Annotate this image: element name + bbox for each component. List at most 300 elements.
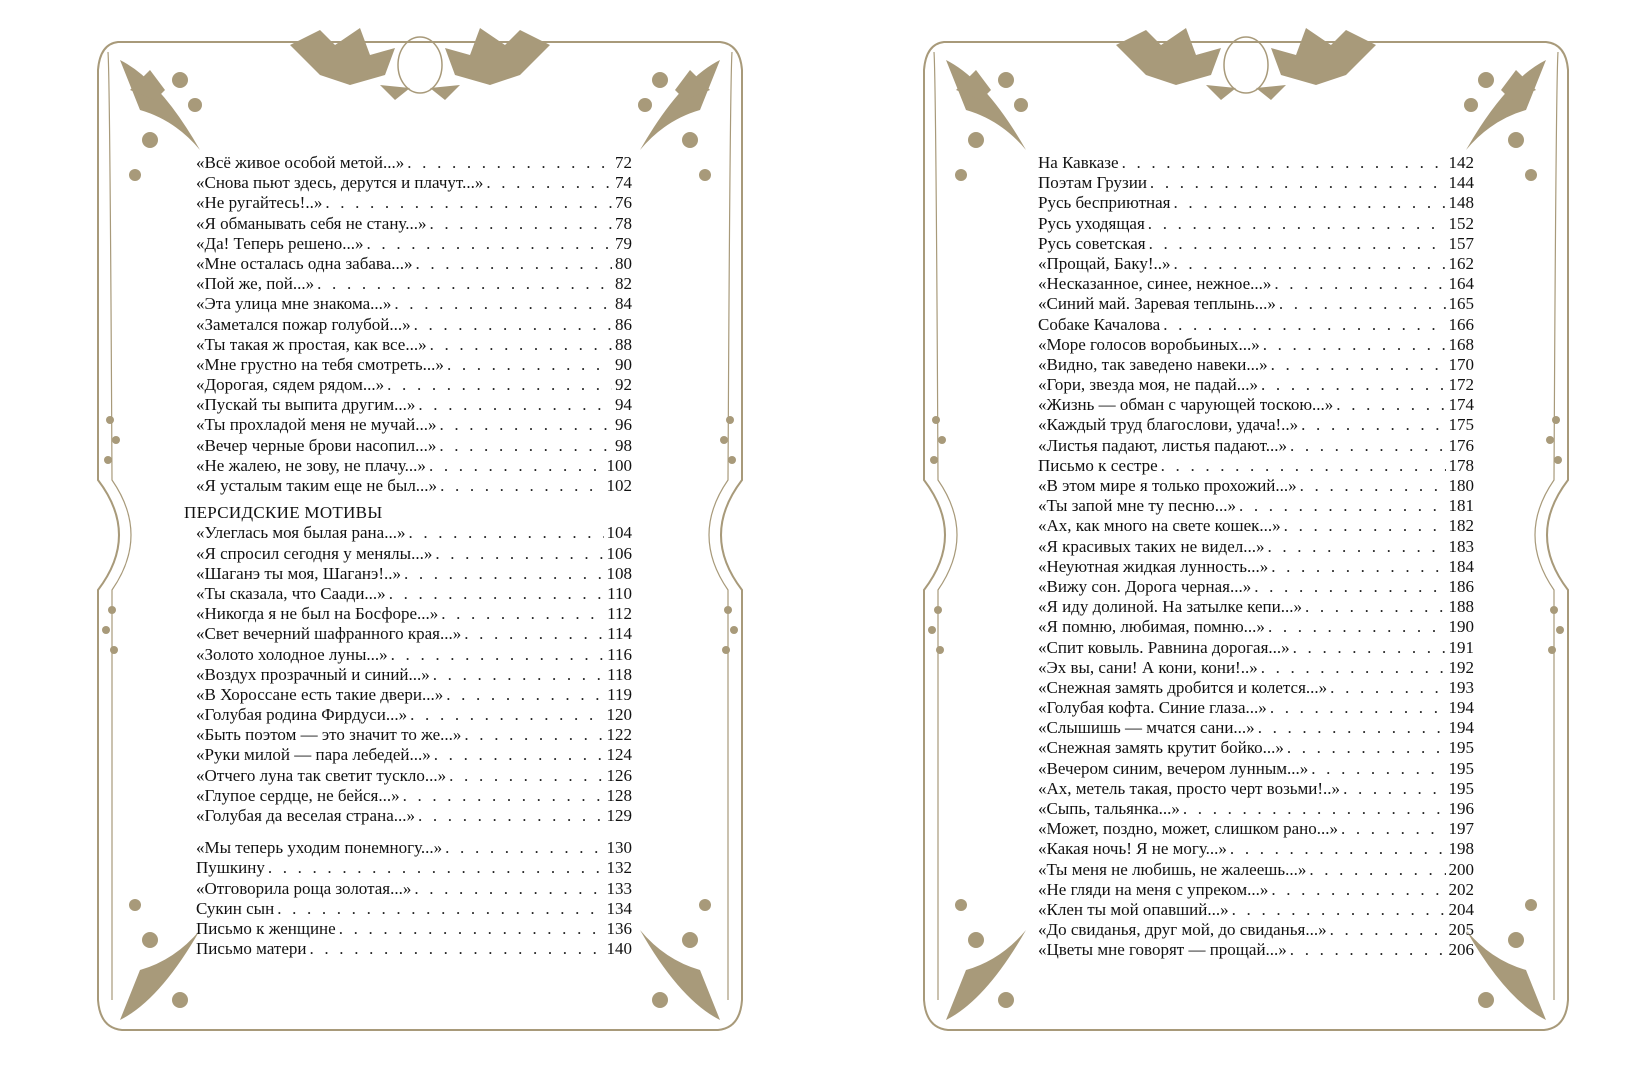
toc-leader-dots	[440, 476, 603, 496]
toc-leader-dots	[464, 624, 604, 644]
toc-entry	[1038, 920, 1474, 940]
toc-leader-dots	[394, 294, 612, 314]
toc-leader-dots	[414, 315, 612, 335]
toc-entry-page-number: 174	[1448, 395, 1474, 415]
toc-entry-page-number: 190	[1448, 617, 1474, 637]
toc-entry-page-number: 86	[615, 314, 632, 334]
toc-entry	[196, 919, 632, 939]
toc-entry-page-number: 144	[1448, 173, 1474, 193]
toc-leader-dots	[1300, 476, 1446, 496]
toc-entry-page-number: 88	[615, 334, 632, 354]
toc-entry	[196, 858, 632, 878]
toc-entry	[1038, 254, 1474, 274]
toc-entry	[196, 939, 632, 959]
toc-entry	[1038, 698, 1474, 718]
toc-entry-page-number: 181	[1448, 496, 1474, 516]
toc-entry	[1038, 153, 1474, 173]
toc-entry-page-number: 130	[606, 838, 632, 858]
toc-entry-title: «Я помню, любимая, помню...»	[1038, 617, 1265, 637]
toc-entry-title: Поэтам Грузии	[1038, 173, 1147, 193]
toc-entry-page-number: 175	[1448, 415, 1474, 435]
toc-entry-title: Собаке Качалова	[1038, 314, 1161, 334]
toc-leader-dots	[325, 193, 612, 213]
toc-entry-title: «Не гляди на меня с упреком...»	[1038, 879, 1269, 899]
toc-entry	[1038, 658, 1474, 678]
toc-entry	[196, 766, 632, 786]
toc-entry	[196, 476, 632, 496]
toc-entry	[1038, 779, 1474, 799]
toc-entry-title: «Снежная замять крутит бойко...»	[1038, 738, 1284, 758]
toc-leader-dots	[433, 665, 604, 685]
toc-entry-page-number: 84	[615, 294, 632, 314]
toc-entry-title: «Ах, метель такая, просто черт возьми!..»	[1038, 778, 1341, 798]
toc-entry-page-number: 152	[1448, 213, 1474, 233]
toc-entry	[196, 234, 632, 254]
toc-leader-dots	[1261, 658, 1446, 678]
toc-entry-page-number: 128	[606, 785, 632, 805]
toc-leader-dots	[464, 725, 603, 745]
toc-entry-page-number: 192	[1448, 657, 1474, 677]
toc-entry-title: «Дорогая, сядем рядом...»	[196, 375, 385, 395]
toc-entry-title: «Золото холодное луны...»	[196, 644, 388, 664]
toc-leader-dots	[1279, 294, 1446, 314]
toc-entry-page-number: 183	[1448, 536, 1474, 556]
toc-entry	[1038, 557, 1474, 577]
toc-entry-page-number: 110	[607, 583, 632, 603]
toc-entry-title: «Вечер черные брови насопил...»	[196, 435, 437, 455]
toc-leader-dots	[1258, 718, 1446, 738]
toc-entry-title: «Никогда я не был на Босфоре...»	[196, 604, 439, 624]
toc-entry	[1038, 214, 1474, 234]
toc-leader-dots	[418, 395, 612, 415]
toc-entry	[1038, 678, 1474, 698]
toc-leader-dots	[389, 584, 604, 604]
toc-entry	[196, 544, 632, 564]
toc-entry-title: «Ты сказала, что Саади...»	[196, 583, 386, 603]
toc-leader-dots	[1341, 819, 1446, 839]
maple-leaf-face-icon	[290, 28, 550, 100]
toc-leader-dots	[277, 899, 603, 919]
toc-group-1	[196, 153, 632, 496]
toc-entry	[1038, 880, 1474, 900]
toc-entry-page-number: 79	[615, 233, 632, 253]
toc-entry	[196, 725, 632, 745]
toc-entry-page-number: 195	[1448, 758, 1474, 778]
toc-leader-dots	[410, 705, 603, 725]
toc-leader-dots	[1301, 415, 1445, 435]
toc-leader-dots	[418, 806, 604, 826]
toc-entry-title: «Я красивых таких не видел...»	[1038, 536, 1265, 556]
toc-entry-title: «Быть поэтом — это значит то же...»	[196, 725, 462, 745]
toc-entry-page-number: 162	[1448, 253, 1474, 273]
toc-entry-title: «До свиданья, друг мой, до свиданья...»	[1038, 920, 1327, 940]
toc-entry-title: «Листья падают, листья падают...»	[1038, 435, 1287, 455]
toc-leader-dots	[1148, 214, 1446, 234]
toc-entry-page-number: 188	[1448, 597, 1474, 617]
toc-leader-dots	[1183, 799, 1446, 819]
toc-entry-page-number: 172	[1448, 375, 1474, 395]
toc-leader-dots	[1122, 153, 1446, 173]
toc-entry-page-number: 166	[1448, 314, 1474, 334]
toc-entry-page-number: 120	[606, 705, 632, 725]
toc-leader-dots	[1232, 900, 1446, 920]
toc-entry	[1038, 516, 1474, 536]
toc-entry	[196, 395, 632, 415]
toc-entry-title: «Эта улица мне знакома...»	[196, 294, 392, 314]
toc-leader-dots	[434, 745, 604, 765]
toc-entry-title: «Глупое сердце, не бейся...»	[196, 785, 400, 805]
toc-entry-page-number: 133	[606, 878, 632, 898]
toc-entry-title: «Цветы мне говорят — прощай...»	[1038, 940, 1287, 960]
toc-entry	[1038, 395, 1474, 415]
toc-leader-dots	[1271, 880, 1445, 900]
toc-entry-title: «Ты такая ж простая, как все...»	[196, 334, 427, 354]
toc-entry-page-number: 98	[615, 435, 632, 455]
toc-leader-dots	[1263, 335, 1446, 355]
toc-entry-title: Русь бесприютная	[1038, 193, 1171, 213]
toc-entry-page-number: 195	[1448, 778, 1474, 798]
toc-leader-dots	[429, 456, 604, 476]
toc-right	[1038, 153, 1474, 961]
toc-entry-title: Русь советская	[1038, 233, 1146, 253]
toc-entry-page-number: 142	[1448, 153, 1474, 172]
toc-entry-page-number: 76	[615, 193, 632, 213]
toc-entry-title: «Клен ты мой опавший...»	[1038, 899, 1229, 919]
toc-entry-title: На Кавказе	[1038, 153, 1119, 172]
toc-leader-dots	[1239, 496, 1446, 516]
toc-leader-dots	[391, 645, 604, 665]
toc-entry-page-number: 74	[615, 173, 632, 193]
toc-leader-dots	[1271, 355, 1446, 375]
group-spacer	[196, 826, 632, 838]
toc-entry-title: «Отчего луна так светит тускло...»	[196, 765, 447, 785]
toc-entry-title: «Шаганэ ты моя, Шаганэ!..»	[196, 563, 401, 583]
toc-entry-page-number: 78	[615, 213, 632, 233]
toc-entry-page-number: 186	[1448, 576, 1474, 596]
toc-entry	[1038, 274, 1474, 294]
toc-entry-title: «Не ругайтесь!..»	[196, 193, 323, 213]
toc-entry	[196, 214, 632, 234]
toc-entry-title: Пушкину	[196, 858, 265, 878]
toc-entry-title: «В Хороссане есть такие двери...»	[196, 684, 444, 704]
toc-entry-page-number: 72	[615, 153, 632, 172]
toc-entry-title: «Прощай, Баку!..»	[1038, 253, 1171, 273]
toc-leader-dots	[1261, 375, 1445, 395]
toc-entry-title: «Заметался пожар голубой...»	[196, 314, 411, 334]
toc-entry-title: «Ты прохладой меня не мучай...»	[196, 415, 437, 435]
toc-entry-title: «Я усталым таким еще не был...»	[196, 476, 438, 495]
toc-entry-title: «Каждый труд благослови, удача!..»	[1038, 415, 1299, 435]
toc-entry-title: «Ты меня не любишь, не жалеешь...»	[1038, 859, 1307, 879]
toc-entry	[196, 685, 632, 705]
toc-entry-title: «Видно, так заведено навеки...»	[1038, 354, 1268, 374]
toc-leader-dots	[408, 523, 603, 543]
toc-entry-title: «Я спросил сегодня у менялы...»	[196, 543, 433, 563]
toc-entry-title: Письмо к сестре	[1038, 455, 1158, 475]
toc-leader-dots	[1330, 920, 1446, 940]
toc-entry	[1038, 496, 1474, 516]
toc-entry	[1038, 456, 1474, 476]
toc-left	[184, 153, 632, 959]
toc-entry	[1038, 355, 1474, 375]
toc-entry-page-number: 194	[1448, 718, 1474, 738]
toc-entry	[196, 315, 632, 335]
toc-leader-dots	[445, 838, 603, 858]
toc-leader-dots	[1271, 557, 1445, 577]
right-page	[826, 0, 1652, 1080]
toc-entry	[196, 375, 632, 395]
toc-entry-title: «Какая ночь! Я не могу...»	[1038, 839, 1227, 859]
toc-leader-dots	[268, 858, 604, 878]
toc-leader-dots	[416, 254, 613, 274]
toc-entry-page-number: 205	[1448, 920, 1474, 940]
toc-entry-page-number: 106	[606, 543, 632, 563]
toc-entry	[196, 665, 632, 685]
toc-entry-title: «Может, поздно, может, слишком рано...»	[1038, 819, 1338, 839]
toc-entry	[196, 838, 632, 858]
toc-group-2	[196, 523, 632, 826]
toc-entry	[196, 294, 632, 314]
toc-leader-dots	[1290, 940, 1446, 960]
toc-entry	[196, 604, 632, 624]
toc-entry	[1038, 759, 1474, 779]
toc-entry-page-number: 94	[615, 395, 632, 415]
toc-leader-dots	[1174, 254, 1446, 274]
toc-entry-title: «Ты запой мне ту песню...»	[1038, 496, 1236, 516]
toc-entry-page-number: 200	[1448, 859, 1474, 879]
toc-entry-page-number: 108	[606, 563, 632, 583]
toc-entry	[1038, 415, 1474, 435]
toc-entry	[1038, 900, 1474, 920]
toc-leader-dots	[430, 335, 612, 355]
toc-entry-page-number: 136	[606, 918, 632, 938]
toc-entry-title: «Гори, звезда моя, не падай...»	[1038, 375, 1259, 395]
toc-entry-page-number: 126	[606, 765, 632, 785]
toc-entry-page-number: 176	[1448, 435, 1474, 455]
toc-entry-page-number: 148	[1448, 193, 1474, 213]
toc-entry-title: «Снова пьют здесь, дерутся и плачут...»	[196, 173, 484, 193]
toc-group-3	[196, 838, 632, 959]
toc-entry-title: Письмо матери	[196, 939, 307, 959]
toc-entry-title: Русь уходящая	[1038, 213, 1145, 233]
toc-leader-dots	[429, 214, 612, 234]
toc-entry-page-number: 198	[1448, 839, 1474, 859]
toc-entry-page-number: 104	[606, 523, 632, 543]
toc-leader-dots	[439, 436, 612, 456]
toc-entry	[196, 705, 632, 725]
toc-entry-title: «Эх вы, сани! А кони, кони!..»	[1038, 657, 1258, 677]
toc-entry-page-number: 195	[1448, 738, 1474, 758]
toc-leader-dots	[1287, 738, 1446, 758]
toc-entry-page-number: 100	[606, 455, 632, 475]
toc-entry	[1038, 940, 1474, 960]
toc-entry	[1038, 436, 1474, 456]
toc-entry-title: Сукин сын	[196, 898, 275, 918]
toc-entry	[1038, 839, 1474, 859]
toc-entry	[196, 456, 632, 476]
toc-entry-title: «Улеглась моя былая рана...»	[196, 523, 406, 543]
toc-entry-page-number: 96	[615, 415, 632, 435]
toc-entry-title: «Синий май. Заревая теплынь...»	[1038, 294, 1276, 314]
toc-entry-title: «Сыпь, тальянка...»	[1038, 799, 1180, 818]
section-heading: ПЕРСИДСКИЕ МОТИВЫ	[184, 503, 383, 523]
toc-leader-dots	[317, 274, 612, 294]
toc-entry-page-number: 191	[1448, 637, 1474, 657]
toc-entry-title: Письмо к женщине	[196, 918, 336, 938]
toc-entry-page-number: 196	[1448, 799, 1474, 818]
toc-entry-page-number: 206	[1448, 940, 1474, 960]
toc-entry-page-number: 164	[1448, 274, 1474, 294]
toc-entry-page-number: 92	[615, 375, 632, 395]
toc-entry-page-number: 132	[606, 858, 632, 878]
toc-entry-page-number: 184	[1448, 556, 1474, 576]
toc-entry	[1038, 799, 1474, 819]
toc-entry	[1038, 860, 1474, 880]
toc-entry-page-number: 102	[606, 476, 632, 495]
toc-entry	[196, 879, 632, 899]
toc-entry	[196, 806, 632, 826]
toc-entry-page-number: 119	[607, 684, 632, 704]
toc-entry-page-number: 197	[1448, 819, 1474, 839]
toc-entry	[196, 645, 632, 665]
toc-entry	[196, 335, 632, 355]
toc-entry	[1038, 819, 1474, 839]
toc-leader-dots	[435, 544, 603, 564]
toc-entry-title: «Жизнь — обман с чарующей тоскою...»	[1038, 395, 1334, 415]
toc-entry-page-number: 202	[1448, 879, 1474, 899]
toc-leader-dots	[1309, 860, 1445, 880]
toc-entry	[196, 254, 632, 274]
toc-entry	[196, 355, 632, 375]
toc-entry	[1038, 577, 1474, 597]
toc-leader-dots	[403, 786, 604, 806]
toc-entry-title: «Свет вечерний шафранного края...»	[196, 624, 462, 644]
toc-entry-page-number: 116	[607, 644, 632, 664]
toc-leader-dots	[339, 919, 604, 939]
toc-entry	[196, 624, 632, 644]
toc-entry	[196, 523, 632, 543]
toc-entry-page-number: 112	[607, 604, 632, 624]
toc-entry	[1038, 173, 1474, 193]
toc-entry-title: «Воздух прозрачный и синий...»	[196, 664, 430, 684]
toc-entry	[196, 899, 632, 919]
toc-entry	[196, 584, 632, 604]
toc-entry-title: «Море голосов воробьиных...»	[1038, 334, 1260, 354]
toc-entry-title: «Голубая да веселая страна...»	[196, 806, 415, 825]
toc-entry-title: «Ах, как много на свете кошек...»	[1038, 516, 1281, 536]
toc-entry-page-number: 90	[615, 354, 632, 374]
toc-entry-title: «Да! Теперь решено...»	[196, 233, 364, 253]
toc-entry-page-number: 80	[615, 253, 632, 273]
toc-leader-dots	[310, 939, 604, 959]
toc-entry-page-number: 193	[1448, 677, 1474, 697]
toc-leader-dots	[486, 173, 612, 193]
toc-leader-dots	[1305, 597, 1446, 617]
toc-entry-title: «Снежная замять дробится и колется...»	[1038, 677, 1328, 697]
toc-entry-title: «Пой же, пой...»	[196, 274, 315, 294]
toc-leader-dots	[1254, 577, 1445, 597]
toc-entry-page-number: 157	[1448, 233, 1474, 253]
toc-leader-dots	[1336, 395, 1445, 415]
toc-entry	[196, 274, 632, 294]
toc-leader-dots	[1293, 638, 1446, 658]
toc-leader-dots	[1149, 234, 1446, 254]
toc-entry-title: «Мы теперь уходим понемногу...»	[196, 838, 443, 858]
toc-entry-title: «Мне осталась одна забава...»	[196, 253, 413, 273]
toc-entry-title: «Слышишь — мчатся сани...»	[1038, 718, 1255, 738]
toc-entry	[1038, 193, 1474, 213]
toc-entry	[1038, 638, 1474, 658]
toc-leader-dots	[387, 375, 612, 395]
toc-entry-title: «Вечером синим, вечером лунным...»	[1038, 758, 1309, 778]
toc-entry	[1038, 617, 1474, 637]
toc-entry	[1038, 315, 1474, 335]
toc-entry	[196, 193, 632, 213]
toc-entry	[196, 173, 632, 193]
toc-entry-page-number: 134	[606, 898, 632, 918]
maple-leaf-face-icon	[1116, 28, 1376, 100]
toc-leader-dots	[414, 879, 603, 899]
toc-leader-dots	[1174, 193, 1446, 213]
toc-entry-page-number: 165	[1448, 294, 1474, 314]
toc-entry-title: «Неуютная жидкая лунность...»	[1038, 556, 1269, 576]
toc-entry-page-number: 118	[607, 664, 632, 684]
toc-leader-dots	[1161, 456, 1446, 476]
toc-leader-dots	[404, 564, 604, 584]
toc-entry	[1038, 234, 1474, 254]
toc-leader-dots	[1274, 274, 1445, 294]
toc-leader-dots	[1267, 537, 1445, 557]
toc-leader-dots	[447, 355, 612, 375]
toc-entry-title: «Отговорила роща золотая...»	[196, 878, 412, 898]
toc-entry-title: «Мне грустно на тебя смотреть...»	[196, 354, 444, 374]
toc-leader-dots	[1270, 698, 1446, 718]
toc-leader-dots	[1163, 315, 1445, 335]
toc-entry	[1038, 718, 1474, 738]
toc-leader-dots	[1311, 759, 1445, 779]
toc-entry-page-number: 180	[1448, 476, 1474, 495]
toc-entry-page-number: 178	[1448, 455, 1474, 475]
toc-entry-page-number: 170	[1448, 354, 1474, 374]
toc-entry	[1038, 537, 1474, 557]
toc-entry	[1038, 375, 1474, 395]
toc-leader-dots	[1290, 436, 1446, 456]
toc-leader-dots	[439, 415, 612, 435]
toc-entry	[196, 153, 632, 173]
toc-entry	[196, 436, 632, 456]
toc-entry	[1038, 335, 1474, 355]
toc-entry	[1038, 476, 1474, 496]
toc-entry-title: «Голубая родина Фирдуси...»	[196, 705, 408, 725]
toc-entry-title: «Несказанное, синее, нежное...»	[1038, 274, 1272, 294]
toc-entry-title: «Я иду долиной. На затылке кепи...»	[1038, 597, 1302, 617]
toc-entry-title: «Всё живое особой метой...»	[196, 153, 405, 172]
toc-entry-page-number: 129	[606, 806, 632, 825]
toc-entry-page-number: 82	[615, 274, 632, 294]
toc-entry-page-number: 168	[1448, 334, 1474, 354]
toc-entry-page-number: 114	[607, 624, 632, 644]
toc-leader-dots	[449, 766, 603, 786]
toc-entry-page-number: 124	[606, 745, 632, 765]
toc-leader-dots	[367, 234, 612, 254]
toc-entry-page-number: 182	[1448, 516, 1474, 536]
toc-leader-dots	[441, 604, 604, 624]
toc-entry	[1038, 294, 1474, 314]
toc-entry-title: «Руки милой — пара лебедей...»	[196, 745, 431, 765]
toc-leader-dots	[407, 153, 612, 173]
toc-entry-page-number: 122	[606, 725, 632, 745]
toc-entry-page-number: 194	[1448, 698, 1474, 718]
